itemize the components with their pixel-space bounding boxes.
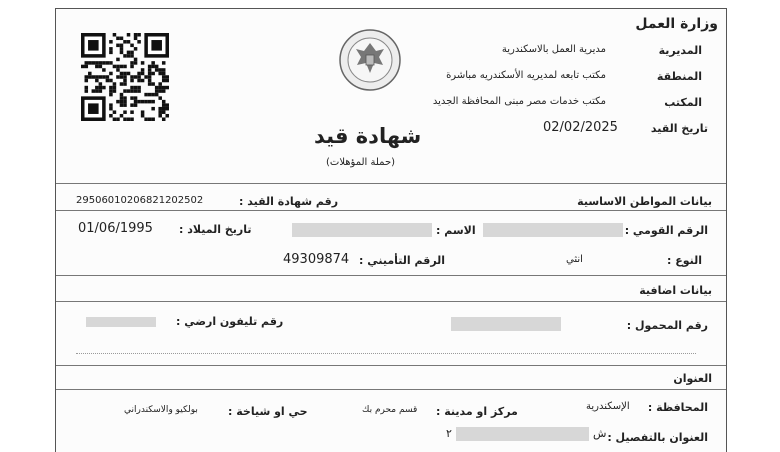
office-value: مكتب خدمات مصر مبنى المحافظة الجديد [432,96,606,107]
divider [56,389,726,390]
ministry-name: وزارة العمل [635,16,718,32]
detailed-address-start: ش [593,427,607,440]
landline-label: رقم تليفون ارضي : [176,315,284,328]
registration-date-label: تاريخ القيد [650,122,708,135]
district-value: بولكيو والاسكندراني [124,405,198,415]
center-value: قسم محرم بك [362,405,418,415]
birth-date-label: تاريخ الميلاد : [179,223,252,236]
gender-label: النوع : [666,254,702,267]
divider [56,301,726,302]
detailed-address-redacted [456,427,589,441]
divider [56,365,726,366]
district-label: حي او شياخة : [228,405,308,418]
divider [56,210,726,211]
governorate-value: الإسكندرية [586,401,630,412]
certificate-subtitle: (حملة المؤهلات) [326,157,396,168]
certificate-document [55,8,727,452]
gender-value: انثي [566,254,583,265]
basic-info-heading: بيانات المواطن الاساسية [577,195,712,208]
certificate-title: شهادة قيد [314,124,422,148]
center-label: مركز او مدينة : [436,405,518,418]
blank-line [76,353,696,354]
insurance-value: 49309874 [283,252,350,267]
divider [56,275,726,276]
address-heading: العنوان [673,372,712,385]
qr-code-icon [81,33,169,121]
mobile-redacted [451,317,561,331]
region-label: المنطقة [656,70,702,83]
mobile-label: رقم المحمول : [626,319,708,332]
national-id-redacted [483,223,623,237]
birth-date-value: 01/06/1995 [78,221,153,236]
registration-date-value: 02/02/2025 [543,120,618,135]
insurance-label: الرقم التأميني : [359,254,446,267]
directorate-value: مديرية العمل بالاسكندرية [501,44,606,55]
divider [56,183,726,184]
office-label: المكتب [664,96,702,109]
cert-number-label: رقم شهادة القيد : [239,195,339,208]
national-id-label: الرقم القومي : [624,224,708,237]
name-redacted [292,223,432,237]
cert-number-value: 29506010206821202502 [76,195,204,206]
detailed-address-end: ٢ [446,427,452,440]
directorate-label: المديرية [658,44,702,57]
governorate-label: المحافظة : [647,401,708,414]
landline-redacted [86,317,156,327]
eagle-emblem-seal-icon [339,29,401,91]
region-value: مكتب تابعه لمديريه الأسكندريه مباشرة [446,70,606,81]
detailed-address-label: العنوان بالتفصيل : [607,431,708,444]
additional-info-heading: بيانات اضافية [639,284,712,297]
name-label: الاسم : [436,224,476,237]
